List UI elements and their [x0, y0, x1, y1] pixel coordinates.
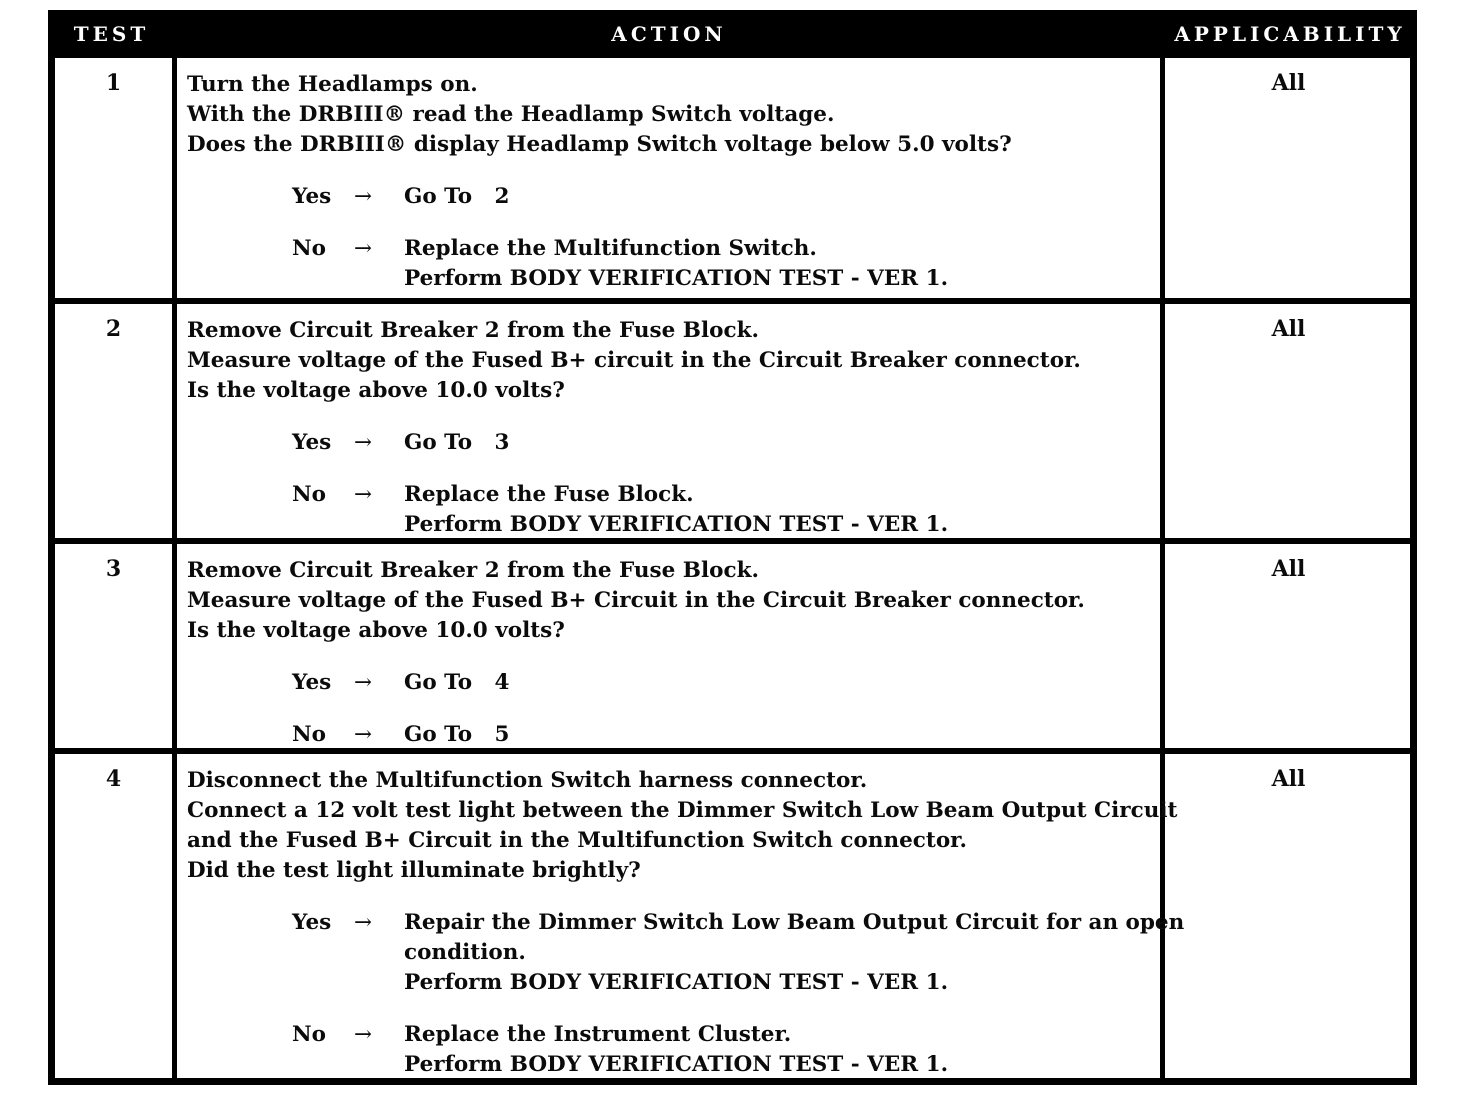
result-line: Go To 2 [404, 184, 510, 209]
statement-line: Did the test light illuminate brightly? [187, 858, 641, 883]
answer-label: Yes [292, 670, 332, 695]
result-line: Replace the Instrument Cluster. [404, 1022, 792, 1047]
statement-line: Measure voltage of the Fused B+ Circuit in the Circuit Breaker connector. [187, 588, 1085, 613]
result-line: Repair the Dimmer Switch Low Beam Output Circuit for an open [404, 910, 1185, 935]
statement-line: Disconnect the Multifunction Switch harness connector. [187, 768, 868, 793]
answer-row [292, 182, 1154, 212]
answer-result [404, 428, 509, 458]
result-line: condition. [404, 940, 526, 965]
answer-label: No [292, 236, 326, 261]
answer-row [292, 668, 1154, 698]
statement-line: Turn the Headlamps on. [187, 72, 478, 97]
statement-line: Remove Circuit Breaker 2 from the Fuse Block. [187, 558, 759, 583]
applicability-cell [1165, 544, 1410, 748]
table-body [48, 58, 1417, 1085]
answer-row [292, 908, 1185, 998]
test-number-cell [55, 58, 177, 298]
answer-row [292, 720, 1154, 748]
test-number: 4 [105, 766, 122, 792]
applicability-value: All [1271, 556, 1306, 582]
answer-row [292, 480, 1154, 538]
result-line: Replace the Fuse Block. [404, 482, 694, 507]
applicability-cell [1165, 58, 1410, 298]
result-line: Perform BODY VERIFICATION TEST - VER 1. [404, 1052, 949, 1077]
answer-result [404, 480, 948, 538]
column-header-action: ACTION [611, 22, 727, 46]
action-cell [177, 754, 1185, 1078]
statement-line: Measure voltage of the Fused B+ circuit in the Circuit Breaker connector. [187, 348, 1081, 373]
column-header-applicability: APPLICABILITY [1174, 22, 1406, 46]
action-cell [177, 58, 1165, 298]
answer-result [404, 182, 509, 212]
table-row [55, 538, 1410, 748]
arrow-icon: → [354, 184, 373, 209]
statement-line: Is the voltage above 10.0 volts? [187, 618, 565, 643]
applicability-value: All [1271, 70, 1306, 96]
statement-line: Remove Circuit Breaker 2 from the Fuse Block. [187, 318, 759, 343]
statement-line: Does the DRBIII® display Headlamp Switch voltage below 5.0 volts? [187, 132, 1012, 157]
applicability-value: All [1271, 316, 1306, 342]
arrow-icon: → [354, 482, 373, 507]
table-row [55, 748, 1410, 1078]
answer-row [292, 1020, 1154, 1078]
answer-label: No [292, 1022, 326, 1047]
arrow-icon: → [354, 910, 373, 935]
result-line: Perform BODY VERIFICATION TEST - VER 1. [404, 266, 949, 291]
answer-result [404, 668, 509, 698]
applicability-cell [1165, 304, 1410, 538]
action-cell [177, 544, 1165, 748]
answer-row [292, 234, 1154, 294]
test-number: 3 [105, 556, 122, 582]
diagnostic-test-table [48, 10, 1417, 1085]
test-number-cell [55, 754, 177, 1078]
test-number: 1 [105, 70, 122, 96]
result-line: Replace the Multifunction Switch. [404, 236, 817, 261]
result-line: Perform BODY VERIFICATION TEST - VER 1. [404, 512, 949, 537]
arrow-icon: → [354, 722, 373, 747]
statement-line: and the Fused B+ Circuit in the Multifunction Switch connector. [187, 828, 967, 853]
result-line: Go To 5 [404, 722, 510, 747]
applicability-value: All [1271, 766, 1306, 792]
statement-line: Connect a 12 volt test light between the Dimmer Switch Low Beam Output Circuit [187, 798, 1178, 823]
test-number: 2 [105, 316, 122, 342]
answer-result [404, 234, 948, 294]
statement-line: With the DRBIII® read the Headlamp Switch voltage. [187, 102, 835, 127]
arrow-icon: → [354, 236, 373, 261]
result-line: Perform BODY VERIFICATION TEST - VER 1. [404, 970, 949, 995]
table-row [55, 58, 1410, 298]
test-number-cell [55, 304, 177, 538]
column-header-test: TEST [73, 22, 150, 46]
arrow-icon: → [354, 1022, 373, 1047]
answer-label: No [292, 482, 326, 507]
table-header [48, 10, 1417, 58]
answer-label: Yes [292, 430, 332, 455]
answer-result [404, 1020, 948, 1078]
answer-row [292, 428, 1154, 458]
answer-label: No [292, 722, 326, 747]
applicability-cell [1165, 754, 1410, 1078]
statement-line: Is the voltage above 10.0 volts? [187, 378, 565, 403]
table-row [55, 298, 1410, 538]
answer-label: Yes [292, 184, 332, 209]
arrow-icon: → [354, 670, 373, 695]
answer-result [404, 908, 1184, 998]
arrow-icon: → [354, 430, 373, 455]
answer-result [404, 720, 509, 748]
test-number-cell [55, 544, 177, 748]
action-cell [177, 304, 1165, 538]
result-line: Go To 3 [404, 430, 510, 455]
answer-label: Yes [292, 910, 332, 935]
result-line: Go To 4 [404, 670, 510, 695]
